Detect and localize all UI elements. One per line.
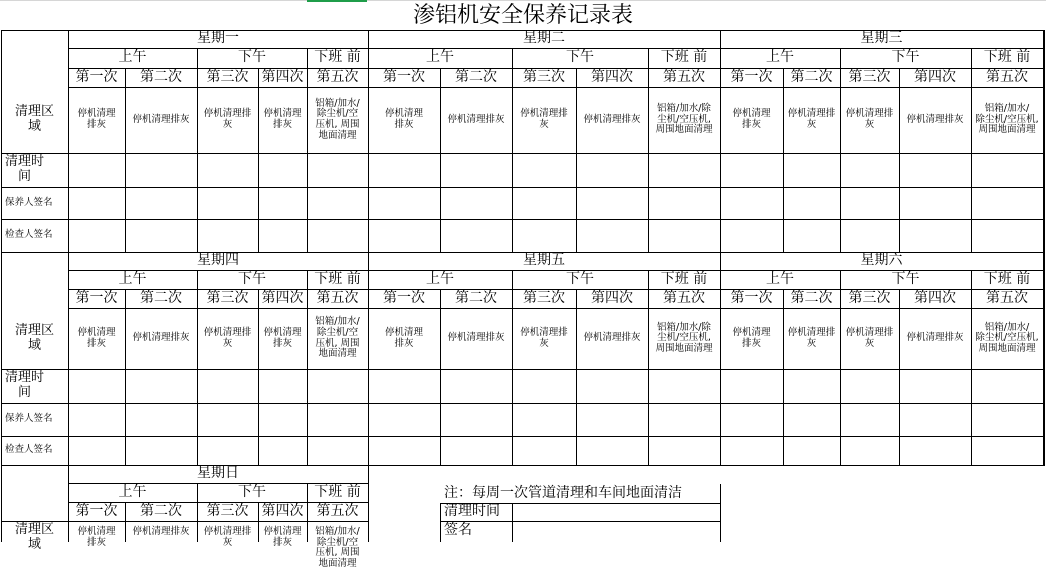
slot-header: 第二次 — [140, 289, 182, 306]
slot-header: 第五次 — [316, 68, 359, 85]
slot-header: 第五次 — [316, 502, 359, 519]
half-pm-label: 下午 — [891, 270, 920, 287]
time-entry-cell[interactable] — [971, 369, 1043, 403]
time-entry-cell[interactable] — [899, 153, 971, 187]
checker-sign-cell[interactable] — [720, 436, 783, 465]
slot-header: 第二次 — [455, 68, 497, 85]
checker-sign-cell[interactable] — [783, 219, 840, 252]
slot-header: 第四次 — [261, 289, 304, 306]
task-cell: 停机清理排 灰 — [203, 108, 252, 130]
grid-line — [197, 48, 198, 69]
grid-line — [1044, 30, 1045, 466]
slot-header: 第四次 — [591, 289, 633, 306]
keeper-sign-cell[interactable] — [648, 403, 720, 436]
task-cell: 铝箱/加水/ 除尘机/空 压机, 周围 地面清理 — [315, 526, 360, 569]
grid-line — [368, 87, 721, 88]
slot-header: 第三次 — [206, 289, 249, 306]
checker-sign-cell[interactable] — [258, 219, 307, 252]
checker-sign-cell[interactable] — [512, 436, 576, 465]
half-off-label: 下班 前 — [314, 270, 361, 287]
row-label-keeper: 保养人签名 — [5, 413, 53, 425]
slot-header: 第一次 — [730, 68, 773, 85]
slot-header: 第三次 — [206, 68, 249, 85]
time-entry-cell[interactable] — [576, 369, 648, 403]
task-cell: 停机清理排灰 — [583, 332, 641, 344]
time-entry-cell[interactable] — [720, 153, 783, 187]
slot-header: 第三次 — [206, 502, 249, 519]
time-entry-cell[interactable] — [125, 369, 197, 403]
time-entry-cell[interactable] — [899, 369, 971, 403]
slot-header: 第二次 — [790, 289, 833, 306]
half-pm-label: 下午 — [238, 483, 266, 500]
task-cell: 停机清理 排灰 — [732, 326, 771, 349]
checker-sign-cell[interactable] — [197, 436, 258, 465]
checker-sign-cell[interactable] — [840, 436, 899, 465]
grid-line — [1, 369, 1045, 370]
keeper-sign-cell[interactable] — [720, 187, 783, 219]
checker-sign-cell[interactable] — [899, 219, 971, 252]
row-label-area: 清理区 域 — [14, 522, 54, 552]
keeper-sign-cell[interactable] — [512, 403, 576, 436]
task-cell: 铝箱/加水/ 除尘机/空压机, 周围地面清理 — [975, 321, 1039, 354]
grid-line — [840, 270, 841, 290]
time-entry-cell[interactable] — [840, 369, 899, 403]
grid-line — [68, 308, 369, 309]
half-pm-label: 下午 — [566, 270, 594, 287]
keeper-sign-cell[interactable] — [440, 403, 512, 436]
keeper-sign-cell[interactable] — [68, 403, 125, 436]
time-entry-cell[interactable] — [258, 153, 307, 187]
slot-header: 第五次 — [986, 289, 1028, 306]
grid-line — [368, 465, 369, 542]
keeper-sign-cell[interactable] — [971, 403, 1043, 436]
time-entry-cell[interactable] — [197, 369, 258, 403]
day-header: 星期四 — [197, 252, 239, 269]
note-sign-label: 签名 — [444, 522, 472, 539]
slot-header: 第一次 — [730, 289, 773, 306]
keeper-sign-cell[interactable] — [125, 403, 197, 436]
task-cell: 停机清理排 灰 — [520, 326, 568, 349]
half-am-label: 上午 — [766, 49, 794, 66]
half-off-label: 下班 前 — [660, 49, 708, 66]
checker-sign-cell[interactable] — [899, 436, 971, 465]
keeper-sign-cell[interactable] — [576, 403, 648, 436]
task-cell: 停机清理排灰 — [906, 113, 964, 125]
row-label-checker: 检查人签名 — [5, 444, 53, 456]
slot-header: 第三次 — [848, 289, 891, 306]
day-header: 星期二 — [523, 30, 565, 47]
slot-header: 第五次 — [663, 289, 705, 306]
checker-sign-cell[interactable] — [440, 219, 512, 252]
checker-sign-cell[interactable] — [68, 219, 125, 252]
half-am-label: 上午 — [766, 270, 794, 287]
keeper-sign-cell[interactable] — [368, 403, 440, 436]
note-time-label: 清理时间 — [444, 503, 500, 520]
half-off-label: 下班 前 — [314, 49, 361, 66]
checker-sign-cell[interactable] — [971, 219, 1043, 252]
slot-header: 第五次 — [316, 289, 359, 306]
checker-sign-cell[interactable] — [783, 436, 840, 465]
keeper-sign-cell[interactable] — [258, 187, 307, 219]
checker-sign-cell[interactable] — [368, 219, 440, 252]
slot-header: 第五次 — [663, 68, 705, 85]
grid-line — [197, 483, 198, 503]
keeper-sign-cell[interactable] — [648, 187, 720, 219]
task-cell: 停机清理排 灰 — [203, 326, 252, 349]
day-header: 星期五 — [523, 252, 565, 269]
checker-sign-cell[interactable] — [971, 436, 1043, 465]
checker-sign-cell[interactable] — [307, 219, 368, 252]
slot-header: 第二次 — [790, 68, 833, 85]
slot-header: 第三次 — [848, 68, 891, 85]
time-entry-cell[interactable] — [440, 153, 512, 187]
task-cell: 停机清理排灰 — [132, 113, 190, 125]
keeper-sign-cell[interactable] — [899, 187, 971, 219]
grid-line — [840, 48, 841, 69]
checker-sign-cell[interactable] — [648, 219, 720, 252]
checker-sign-cell[interactable] — [307, 436, 368, 465]
half-pm-label: 下午 — [238, 270, 266, 287]
checker-sign-cell[interactable] — [197, 219, 258, 252]
spreadsheet-gridline — [0, 0, 1046, 1]
keeper-sign-cell[interactable] — [512, 187, 576, 219]
keeper-sign-cell[interactable] — [840, 403, 899, 436]
task-cell: 铝箱/加水/ 除尘机/空 压机, 周围 地面清理 — [315, 316, 360, 360]
checker-sign-cell[interactable] — [512, 219, 576, 252]
half-pm-label: 下午 — [238, 49, 266, 66]
time-entry-cell[interactable] — [368, 369, 440, 403]
grid-line — [1, 219, 1045, 220]
task-cell: 停机清理 排灰 — [77, 108, 116, 130]
row-label-area: 清理区 域 — [14, 322, 54, 353]
keeper-sign-cell[interactable] — [125, 187, 197, 219]
time-entry-cell[interactable] — [648, 153, 720, 187]
row-label-time: 清理时 间 — [5, 370, 45, 400]
day-header: 星期日 — [197, 465, 239, 482]
half-pm-label: 下午 — [566, 49, 594, 66]
row-label-checker: 检查人签名 — [5, 229, 53, 241]
sheet-title: 渗铝机安全保养记录表 — [412, 2, 633, 28]
task-cell: 铝箱/加水/ 除尘机/空 压机, 周围 地面清理 — [315, 97, 360, 141]
weekly-note: 注：每周一次管道清理和车间地面清洁 — [444, 484, 682, 501]
task-cell: 停机清理排灰 — [263, 526, 302, 548]
slot-header: 第四次 — [261, 502, 304, 519]
task-cell: 停机清理 排灰 — [77, 526, 116, 548]
slot-header: 第二次 — [140, 502, 182, 519]
time-entry-cell[interactable] — [648, 369, 720, 403]
grid-line — [368, 308, 721, 309]
checker-sign-cell[interactable] — [125, 219, 197, 252]
slot-header: 第一次 — [75, 289, 118, 306]
time-entry-cell[interactable] — [68, 153, 125, 187]
slot-header: 第四次 — [914, 289, 956, 306]
slot-header: 第五次 — [986, 68, 1028, 85]
grid-line — [512, 503, 513, 542]
time-entry-cell[interactable] — [368, 153, 440, 187]
slot-header: 第二次 — [455, 289, 497, 306]
slot-header: 第三次 — [523, 289, 565, 306]
task-cell: 停机清理 排灰 — [732, 108, 771, 130]
task-cell: 停机清理 排灰 — [384, 108, 423, 130]
task-cell: 停机清理排 灰 — [845, 326, 894, 349]
checker-sign-cell[interactable] — [440, 436, 512, 465]
task-cell: 停机清理排 灰 — [845, 108, 894, 130]
grid-line — [1, 436, 1045, 437]
time-entry-cell[interactable] — [307, 369, 368, 403]
keeper-sign-cell[interactable] — [971, 187, 1043, 219]
grid-line — [1, 187, 1045, 188]
time-entry-cell[interactable] — [783, 153, 840, 187]
task-cell: 停机清理 排灰 — [384, 326, 423, 349]
checker-sign-cell[interactable] — [576, 219, 648, 252]
task-cell: 停机清理排 灰 — [203, 526, 252, 548]
checker-sign-cell[interactable] — [648, 436, 720, 465]
keeper-sign-cell[interactable] — [258, 403, 307, 436]
time-entry-cell[interactable] — [783, 369, 840, 403]
grid-line — [720, 87, 1044, 88]
half-off-label: 下班 前 — [983, 49, 1031, 66]
grid-line — [512, 48, 513, 69]
task-cell: 停机清理排 灰 — [520, 108, 568, 130]
note-time-entry[interactable] — [512, 503, 720, 521]
row-label-area: 清理区 域 — [14, 104, 54, 134]
keeper-sign-cell[interactable] — [720, 403, 783, 436]
grid-line — [68, 87, 369, 88]
keeper-sign-cell[interactable] — [197, 187, 258, 219]
task-cell: 停机清理排灰 — [132, 332, 190, 344]
time-entry-cell[interactable] — [68, 369, 125, 403]
half-am-label: 上午 — [118, 49, 147, 66]
grid-line — [512, 270, 513, 290]
checker-sign-cell[interactable] — [720, 219, 783, 252]
time-entry-cell[interactable] — [971, 153, 1043, 187]
note-sign-entry[interactable] — [512, 521, 720, 541]
keeper-sign-cell[interactable] — [899, 403, 971, 436]
half-off-label: 下班 前 — [314, 483, 361, 500]
task-cell: 停机清理排灰 — [263, 108, 302, 130]
keeper-sign-cell[interactable] — [783, 187, 840, 219]
task-cell: 停机清理排灰 — [447, 332, 505, 344]
half-am-label: 上午 — [426, 270, 454, 287]
grid-line — [1, 153, 1045, 154]
time-entry-cell[interactable] — [512, 369, 576, 403]
half-off-label: 下班 前 — [983, 270, 1031, 287]
time-entry-cell[interactable] — [125, 153, 197, 187]
grid-line — [1, 403, 1045, 404]
row-label-time: 清理时 间 — [5, 154, 45, 184]
checker-sign-cell[interactable] — [125, 436, 197, 465]
checker-sign-cell[interactable] — [258, 436, 307, 465]
grid-line — [440, 503, 441, 542]
day-header: 星期一 — [197, 30, 239, 47]
day-header: 星期三 — [860, 30, 903, 47]
time-entry-cell[interactable] — [720, 369, 783, 403]
time-entry-cell[interactable] — [840, 153, 899, 187]
task-cell: 停机清理排灰 — [906, 332, 964, 344]
grid-line — [720, 308, 1044, 309]
half-am-label: 上午 — [118, 483, 147, 500]
keeper-sign-cell[interactable] — [368, 187, 440, 219]
half-pm-label: 下午 — [891, 49, 920, 66]
task-cell: 停机清理排灰 — [447, 113, 505, 125]
task-cell: 铝箱/加水/除 尘机/空压机, 周围地面清理 — [655, 103, 713, 136]
day-header: 星期六 — [860, 252, 903, 269]
keeper-sign-cell[interactable] — [197, 403, 258, 436]
time-entry-cell[interactable] — [307, 153, 368, 187]
time-entry-cell[interactable] — [440, 369, 512, 403]
checker-sign-cell[interactable] — [576, 436, 648, 465]
task-cell: 铝箱/加水/除 尘机/空压机, 周围地面清理 — [655, 321, 713, 354]
slot-header: 第一次 — [75, 502, 118, 519]
keeper-sign-cell[interactable] — [68, 187, 125, 219]
keeper-sign-cell[interactable] — [840, 187, 899, 219]
slot-header: 第四次 — [591, 68, 633, 85]
time-entry-cell[interactable] — [197, 153, 258, 187]
time-entry-cell[interactable] — [258, 369, 307, 403]
half-off-label: 下班 前 — [660, 270, 708, 287]
task-cell: 停机清理排灰 — [263, 326, 302, 349]
checker-sign-cell[interactable] — [840, 219, 899, 252]
grid-line — [720, 484, 721, 542]
time-entry-cell[interactable] — [512, 153, 576, 187]
task-cell: 停机清理 排灰 — [77, 326, 116, 349]
task-cell: 铝箱/加水/ 除尘机/空压机, 周围地面清理 — [975, 103, 1039, 136]
checker-sign-cell[interactable] — [368, 436, 440, 465]
task-cell: 停机清理排灰 — [132, 526, 190, 537]
keeper-sign-cell[interactable] — [307, 187, 368, 219]
half-am-label: 上午 — [118, 270, 147, 287]
slot-header: 第二次 — [140, 68, 182, 85]
slot-header: 第三次 — [523, 68, 565, 85]
slot-header: 第一次 — [383, 68, 425, 85]
keeper-sign-cell[interactable] — [440, 187, 512, 219]
slot-header: 第一次 — [75, 68, 118, 85]
time-entry-cell[interactable] — [576, 153, 648, 187]
checker-sign-cell[interactable] — [68, 436, 125, 465]
task-cell: 停机清理排灰 — [583, 113, 641, 125]
slot-header: 第一次 — [383, 289, 425, 306]
row-label-keeper: 保养人签名 — [5, 196, 53, 208]
keeper-sign-cell[interactable] — [783, 403, 840, 436]
keeper-sign-cell[interactable] — [307, 403, 368, 436]
grid-line — [197, 270, 198, 290]
slot-header: 第四次 — [261, 68, 304, 85]
task-cell: 停机清理排灰 — [787, 326, 836, 349]
half-am-label: 上午 — [426, 49, 454, 66]
keeper-sign-cell[interactable] — [576, 187, 648, 219]
slot-header: 第四次 — [914, 68, 956, 85]
task-cell: 停机清理排灰 — [787, 108, 836, 130]
